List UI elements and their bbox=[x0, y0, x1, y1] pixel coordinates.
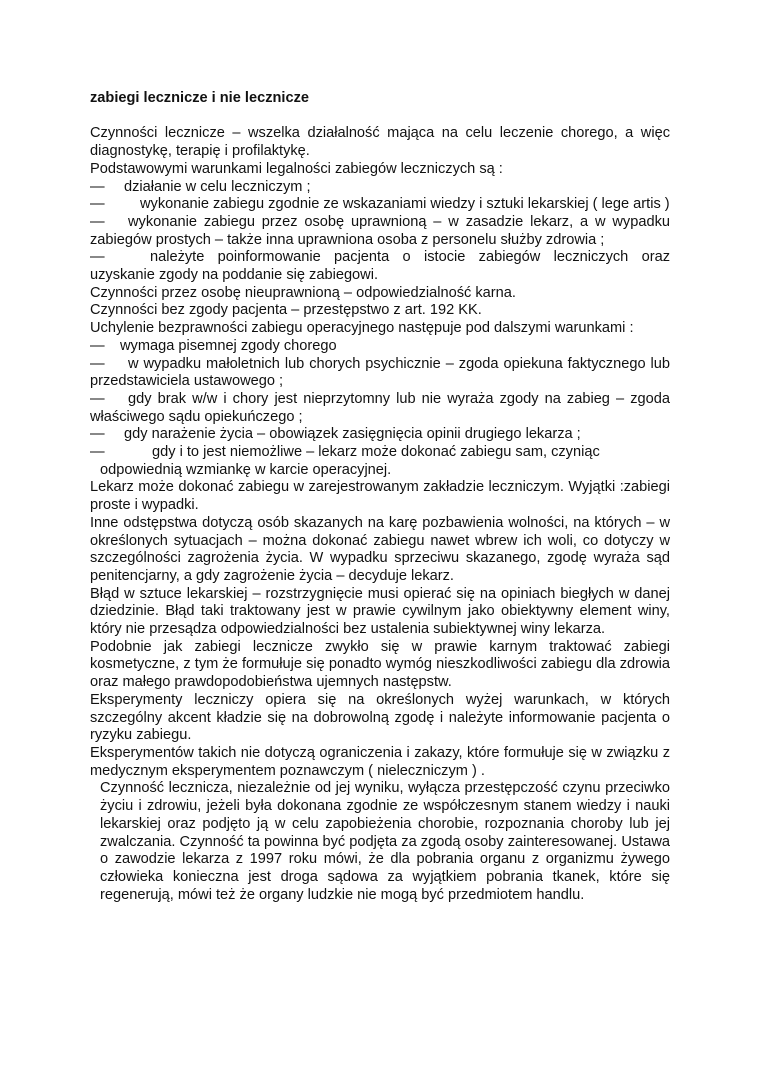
paragraph-surgery-conditions: Uchylenie bezprawności zabiegu operacyjnego następuje pod dalszymi warunkami : bbox=[90, 320, 634, 337]
dash-bullet: — bbox=[90, 196, 105, 213]
list-item-text: działanie w celu leczniczym ; bbox=[124, 178, 311, 195]
list-item bbox=[90, 179, 670, 197]
list-item bbox=[90, 444, 670, 462]
list-item bbox=[90, 196, 670, 214]
document-page bbox=[90, 90, 670, 904]
list-item-text: wykonanie zabiegu przez osobę uprawnioną – w zasadzie lekarz, a w wypadku zabiegów prostych – także inna uprawniona osoba z personelu służby zdrowia ; bbox=[90, 213, 670, 248]
list-item-text: wykonanie zabiegu zgodnie ze wskazaniami wiedzy i sztuki lekarskiej ( lege artis ) bbox=[140, 196, 670, 213]
paragraph-prisoners: Inne odstępstwa dotyczą osób skazanych na karę pozbawienia wolności, na których – w określonych sytuacjach – można dokonać zabiegu nawet wbrew ich woli, co dotyczy w szczególności zagrożenia życia. W wypadku sprzeciwu skazanego, zgodę wyraża sąd penitencjarny, a gdy zagrożenie życia – decyduje lekarz. bbox=[90, 514, 670, 584]
paragraph-experiments-limits: Eksperymentów takich nie dotyczą ograniczenia i zakazy, które formułuje się w związku z medycznym eksperymentem poznawczym ( nieleczniczym ) . bbox=[90, 745, 670, 779]
dash-bullet: — bbox=[90, 178, 105, 195]
paragraph-conditions-intro: Podstawowymi warunkami legalności zabiegów leczniczych są : bbox=[90, 160, 503, 177]
list-item-text: gdy i to jest niemożliwe – lekarz może dokonać zabiegu sam, czyniąc bbox=[152, 444, 600, 461]
list-item-text: wymaga pisemnej zgody chorego bbox=[120, 337, 337, 354]
paragraph-registered-facility: Lekarz może dokonać zabiegu w zarejestrowanym zakładzie leczniczym. Wyjątki :zabiegi proste i wypadki. bbox=[90, 479, 670, 514]
dash-bullet: — bbox=[90, 390, 105, 407]
list-item bbox=[90, 214, 670, 249]
paragraph-therapeutic-act: Czynność lecznicza, niezależnie od jej wyniku, wyłącza przestępczość czynu przeciwko życiu i zdrowiu, jeżeli była dokonana zgodnie ze współczesnym stanem wiedzy i nauki lekarskiej oraz podjęto ją w celu zapobieżenia chorobie, rozpoznania choroby lub jej zwalczania. Czynność ta powinna być podjęta za zgodą osoby zainteresowanej. Ustawa o zawodzie lekarza z 1997 roku mówi, że dla pobrania organu z organizmu żywego człowieka konieczna jest droga sądowa za wyjątkiem pobrania tkanek, które się regenerują, mówi też że organy ludzkie nie mogą być przedmiotem handlu. bbox=[100, 780, 670, 903]
dash-bullet: — bbox=[90, 249, 105, 266]
list-item bbox=[90, 426, 670, 444]
dash-bullet: — bbox=[90, 355, 105, 372]
list-item bbox=[90, 391, 670, 426]
dash-bullet: — bbox=[90, 444, 105, 461]
dash-bullet: — bbox=[90, 337, 105, 354]
paragraph-definition: Czynności lecznicze – wszelka działalność mająca na celu leczenie chorego, a więc diagnostykę, terapię i profilaktykę. bbox=[90, 125, 670, 160]
list-item-text: w wypadku małoletnich lub chorych psychicznie – zgoda opiekuna faktycznego lub przedstawiciela ustawowego ; bbox=[90, 355, 670, 390]
list-item bbox=[90, 356, 670, 391]
document-title: zabiegi lecznicze i nie lecznicze bbox=[90, 90, 309, 106]
list-item-continuation: odpowiednią wzmiankę w karcie operacyjnej. bbox=[100, 461, 392, 478]
paragraph-experiments: Eksperymenty leczniczy opiera się na określonych wyżej warunkach, w których szczególny akcent kładzie się na dobrowolną zgodę i należyte informowanie pacjenta o ryzyku zabiegu. bbox=[90, 691, 670, 744]
paragraph-cosmetic: Podobnie jak zabiegi lecznicze zwykło się w prawie karnym traktować zabiegi kosmetyczne, z tym że formułuje się ponadto wymóg nieszkodliwości zabiegu dla zdrowia oraz małego prawdopodobieństwa ujemnych następstw. bbox=[90, 638, 670, 691]
list-item-text: gdy brak w/w i chory jest nieprzytomny lub nie wyraża zgody na zabieg – zgoda właściwego sądu opiekuńczego ; bbox=[90, 390, 670, 425]
list-item-text: gdy narażenie życia – obowiązek zasięgnięcia opinii drugiego lekarza ; bbox=[124, 426, 581, 443]
dash-bullet: — bbox=[90, 213, 105, 230]
list-item bbox=[90, 338, 670, 356]
paragraph-unauthorized: Czynności przez osobę nieuprawnioną – odpowiedzialność karna. bbox=[90, 284, 516, 301]
dash-bullet: — bbox=[90, 426, 105, 443]
list-item-text: należyte poinformowanie pacjenta o istocie zabiegów leczniczych oraz uzyskanie zgody na poddanie się zabiegowi. bbox=[90, 249, 670, 284]
paragraph-medical-error: Błąd w sztuce lekarskiej – rozstrzygnięcie musi opierać się na opiniach biegłych w danej dziedzinie. Błąd taki traktowany jest w prawie cywilnym jako obiektywny element winy, który nie przesądza odpowiedzialności bez ustalenia subiektywnej winy lekarza. bbox=[90, 585, 670, 638]
list-item bbox=[90, 249, 670, 284]
paragraph-no-consent: Czynności bez zgody pacjenta – przestępstwo z art. 192 KK. bbox=[90, 302, 482, 319]
